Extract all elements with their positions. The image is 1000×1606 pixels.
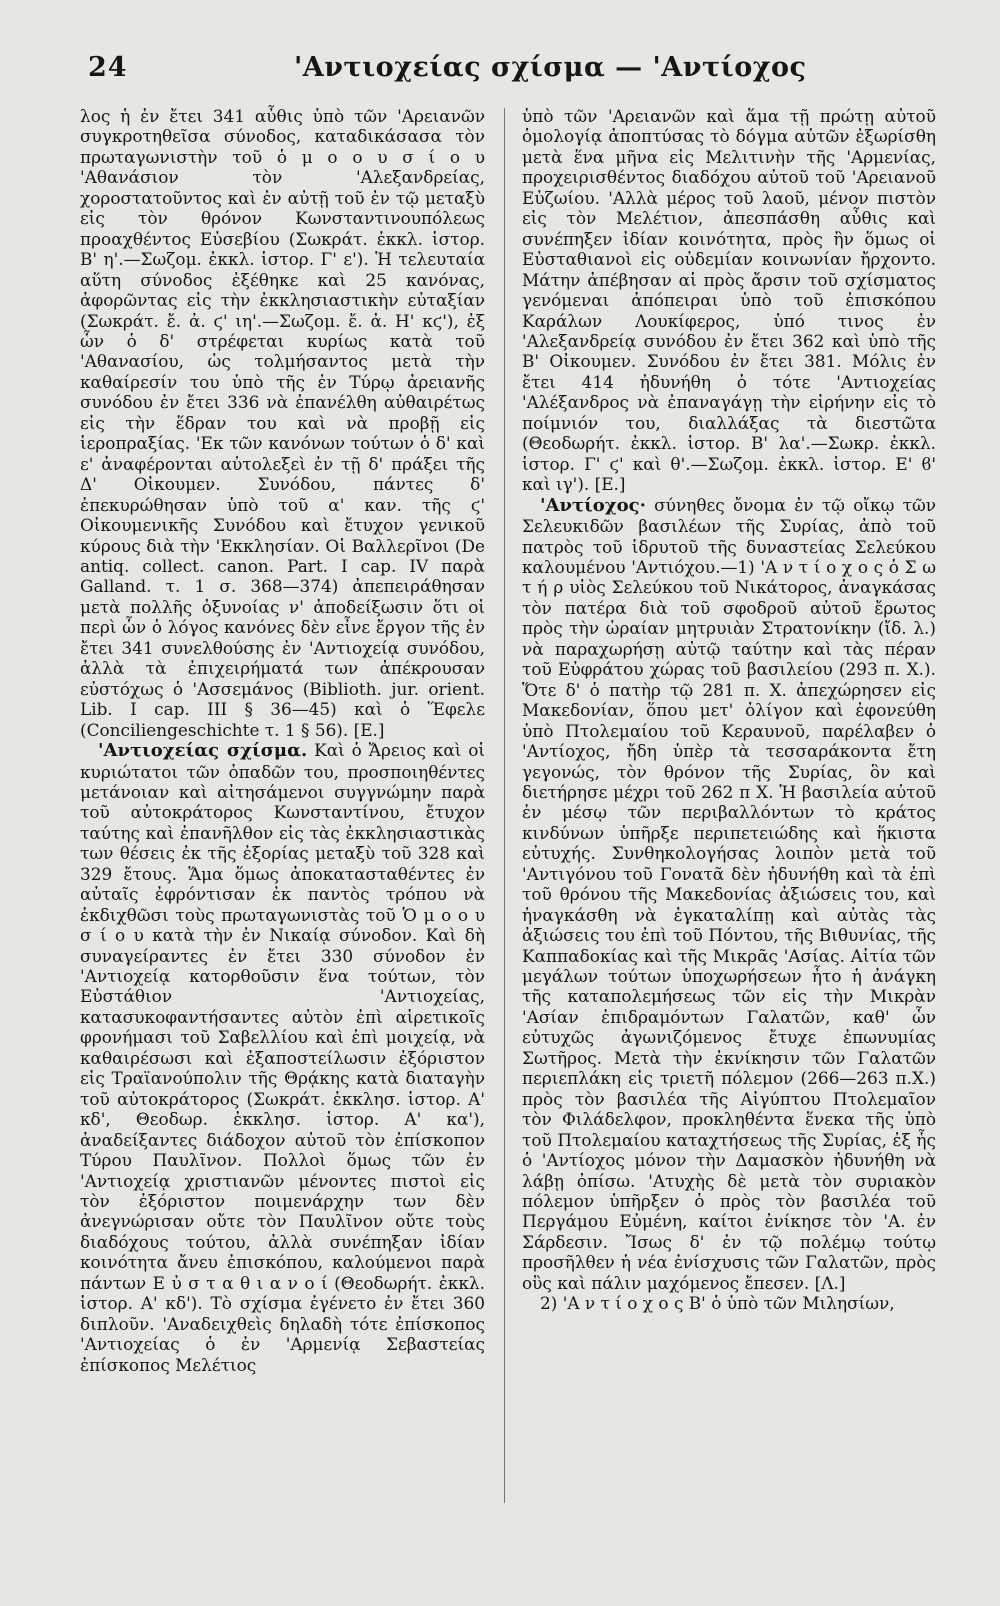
column-divider bbox=[504, 108, 505, 1503]
left-column bbox=[80, 106, 485, 1375]
page-header bbox=[0, 52, 1000, 92]
entry-headword-schism: 'Αντιοχείας σχίσμα. bbox=[98, 740, 308, 762]
running-head: 'Αντιοχείας σχίσμα — 'Αντίοχος bbox=[294, 52, 807, 83]
left-entry-schism bbox=[80, 740, 485, 1375]
page-number: 24 bbox=[88, 52, 128, 83]
right-column bbox=[522, 106, 936, 1314]
right-subentry-antiochos-2: 2) 'Α ν τ ί ο χ ο ς Β' ὁ ὑπὸ τῶν Μιλησίων, bbox=[540, 1293, 895, 1314]
right-paragraph-continuation: ὑπὸ τῶν 'Αρειανῶν καὶ ἅμα τῇ πρώτῃ αὐτοῦ ὁμολογίᾳ ἀποπτύσας τὸ δόγμα αὐτῶν ἐξωρίσθη μετὰ ἕνα μῆνα εἰς Μελιτινὴν τῆς 'Αρμενίας, προχειρισθέντος διαδόχου αὐτοῦ τοῦ 'Αρειανοῦ Εὐζωίου. 'Αλλὰ μέρος τοῦ λαοῦ, μένον πιστὸν εἰς τὸν Μελέτιον, ἀπεσπάσθη αὖθις καὶ συνέπηξεν ἰδίαν κοινότητα, πρὸς ἣν ὅμως οἱ Εὐσταθιανοὶ εἰς οὐδεμίαν κοινωνίαν ἤρχοντο. Μάτην ἀπέβησαν αἱ πρὸς ἄρσιν τοῦ σχίσματος γενόμεναι ἀπόπειραι ὑπὸ τοῦ ἐπισκόπου Καράλων Λουκίφερος, ὑπό τινος ἐν 'Αλεξανδρείᾳ συνόδου ἐν ἔτει 362 καὶ ὑπὸ τῆς Β' Οἰκουμεν. Συνόδου ἐν ἔτει 381. Μόλις ἐν ἔτει 414 ἠδυνήθη ὁ τότε 'Αντιοχείας 'Αλέξανδρος νὰ ἐπαναγάγῃ τὴν εἰρήνην εἰς τὸ ποίμνιόν του, διαλλάξας τὰ διεστῶτα (Θεοδωρήτ. ἐκκλ. ἱστορ. Β' λα'.—Σωκρ. ἐκκλ. ἱστορ. Γ' ϛ' καὶ θ'.—Σωζομ. ἐκκλ. ἱστορ. Ε' ϐ' καὶ ιγ'). [Ε.] bbox=[522, 106, 936, 495]
entry-headword-antiochos: 'Αντίοχος· bbox=[540, 494, 646, 516]
entry-text-schism: Καὶ ὁ Ἄρειος καὶ οἱ κυριώτατοι τῶν ὀπαδῶν του, προσποιηθέντες μετάνοιαν καὶ αἰτησάμενοι συγγνώμην παρὰ τοῦ αὐτοκράτορος Κωνσταντίνου, ἔτυχον ταύτης καὶ ἐπανῆλθον εἰς τὰς ἐκκλησιαστικὰς των θέσεις ἐκ τῆς ἐξορίας μεταξὺ τοῦ 328 καὶ 329 ἔτους. Ἅμα ὅμως ἀποκατασταθέντες ἐν αὐταῖς ἐφρόντισαν ἐκ παντὸς τρόπου νὰ ἐκδιχθῶσι τοὺς πρωταγωνιστὰς τοῦ Ὁ μ ο ο υ σ ί ο υ κατὰ τὴν ἐν Νικαίᾳ σύνοδον. Καὶ δὴ συναγείραντες ἐν ἔτει 330 σύνοδον ἐν 'Αντιοχείᾳ κατορθοῦσιν ἕνα τούτων, τὸν Εὐστάθιον 'Αντιοχείας, κατασυκοφαντήσαντες αὐτὸν ἐπὶ αἱρετικοῖς φρονήμασι τοῦ Σαβελλίου καὶ ἐπὶ μοιχείᾳ, νὰ καθαιρέσωσι καὶ ἐξαποστείλωσιν ἐξόριστον εἰς Τραϊανούπολιν τῆς Θρᾴκης κατὰ διαταγὴν τοῦ αὐτοκράτορος (Σωκράτ. ἐκκλησ. ἱστορ. Α' κδ', Θεοδωρ. ἐκκλησ. ἱστορ. Α' κα'), ἀναδείξαντες διάδοχον αὐτοῦ τὸν ἐπίσκοπον Τύρου Παυλῖνον. Πολλοὶ ὅμως τῶν ἐν 'Αντιοχείᾳ χριστιανῶν μένοντες πιστοὶ εἰς τὸν ἐξόριστον ποιμενάρχην των δὲν ἀνεγνώρισαν οὔτε τὸν Παυλῖνον οὔτε τοὺς διαδόχους τούτου, ἀλλὰ συνέπηξαν ἰδίαν κοινότητα ἄνευ ἐπισκόπου, καλούμενοι παρὰ πάντων Ε ὐ σ τ α θ ι α ν ο ί (Θεοδωρήτ. ἐκκλ. ἱστορ. Α' κδ'). Τὸ σχίσμα ἐγένετο ἐν ἔτει 360 διπλοῦν. 'Αναδειχθεὶς δηλαδὴ τότε ἐπίσκοπος 'Αντιοχείας ὁ ἐν 'Αρμενίᾳ Σεβαστείας ἐπίσκοπος Μελέτιος bbox=[80, 740, 485, 1375]
right-entry-antiochos bbox=[522, 495, 936, 1294]
entry-text-antiochos: σύνηθες ὄνομα ἐν τῷ οἴκῳ τῶν Σελευκιδῶν βασιλέων τῆς Συρίας, ἀπὸ τοῦ πατρὸς τοῦ ἱδρυτοῦ τῆς δυναστείας Σελεύκου καλουμένου 'Αντιόχου.—1) 'Α ν τ ί ο χ ο ς ὁ Σ ω τ ή ρ υἱὸς Σελεύκου τοῦ Νικάτορος, ἀναγκάσας τὸν πατέρα διὰ τοῦ σφοδροῦ αὐτοῦ ἔρωτος πρὸς τὴν ὡραίαν μητρυιὰν Στρατονίκην (ἴδ. λ.) νὰ παραχωρήσῃ αὐτῷ ταύτην καὶ τὰς πέραν τοῦ Εὐφράτου χώρας τοῦ βασιλείου (293 π. Χ.). Ὅτε δ' ὁ πατὴρ τῷ 281 π. Χ. ἀπεχώρησεν εἰς Μακεδονίαν, ὅπου μετ' ὀλίγον καὶ ἐφονεύθη ὑπὸ Πτολεμαίου τοῦ Κεραυνοῦ, παρέλαβεν ὁ 'Αντίοχος, ἤδη ὑπὲρ τὰ τεσσαράκοντα ἔτη γεγονώς, τὸν θρόνον τῆς Συρίας, ὃν καὶ διετήρησε μέχρι τοῦ 262 π Χ. Ἡ βασιλεία αὐτοῦ ἐν μέσῳ τῶν περιβαλλόντων τὸ κράτος κινδύνων ὑπῆρξε περιπετειώδης καὶ ἥκιστα εὐτυχής. Συνθηκολογήσας λοιπὸν μετὰ τοῦ 'Αντιγόνου τοῦ Γονατᾶ δὲν ἠδυνήθη καὶ τὰ ἐπὶ τοῦ θρόνου τῆς Μακεδονίας ἀξιώσεις του, καὶ ἠναγκάσθη νὰ ἐγκαταλίπῃ καὶ αὐτὰς τὰς ἀξιώσεις του ἐπὶ τοῦ Πόντου, τῆς Βιθυνίας, τῆς Καππαδοκίας καὶ τῆς Μικρᾶς 'Ασίας. Αἰτία τῶν μεγάλων τούτων ὑποχωρήσεων ἦτο ἡ ἀνάγκη τῆς καταπολεμήσεως τῶν εἰς τὴν Μικρὰν 'Ασίαν ἐπιδραμόντων Γαλατῶν, καθ' ὧν εὐτυχῶς ἀγωνιζόμενος ἔτυχε ἐπωνυμίας Σωτῆρος. Μετὰ τὴν ἐκνίκησιν τῶν Γαλατῶν περιεπλάκη εἰς τριετῆ πόλεμον (266—263 π.Χ.) πρὸς τὸν βασιλέα τῆς Αἰγύπτου Πτολεμαῖον τὸν Φιλάδελφον, προκληθέντα ἕνεκα τῆς ὑπὸ τοῦ Πτολεμαίου καταχτήσεως τῆς Συρίας, ἐξ ἧς ὁ 'Αντίοχος μόνον τὴν Δαμασκὸν ἠδυνήθη νὰ λάβῃ ὀπίσω. 'Ατυχὴς δὲ μετὰ τὸν συριακὸν πόλεμον ὑπῆρξεν ὁ πρὸς τὸν βασιλέα τοῦ Περγάμου Εὐμένη, καίτοι ἐνίκησε τὸν 'Α. ἐν Σάρδεσιν. Ἴσως δ' ἐν τῷ πολέμῳ τούτῳ προσῆλθεν ἡ νέα ἐνίσχυσις τῶν Γαλατῶν, πρὸς οὓς καὶ πάλιν μαχόμενος ἔπεσεν. [Λ.] bbox=[522, 494, 936, 1293]
left-paragraph-continuation: λος ἡ ἐν ἔτει 341 αὖθις ὑπὸ τῶν 'Αρειανῶν συγκροτηθεῖσα σύνοδος, καταδικάσασα τὸν πρωταγωνιστὴν τοῦ ὁ μ ο ο υ σ ί ο υ 'Αθανάσιον τὸν 'Αλεξανδρείας, χοροστατοῦντος καὶ ἐν αὐτῇ τοῦ ἐν τῷ μεταξὺ εἰς τὸν θρόνον Κωνσταντινουπόλεως προαχθέντος Εὐσεβίου (Σωκράτ. ἐκκλ. ἱστορ. Β' η'.—Σωζομ. ἐκκλ. ἱστορ. Γ' ε'). Ἡ τελευταία αὕτη σύνοδος ἐξέθηκε καὶ 25 κανόνας, ἀφορῶντας εἰς τὴν ἐκκλησιαστικὴν εὐταξίαν (Σωκράτ. ἔ. ἀ. ϛ' ιη'.—Σωζομ. ἔ. ἀ. Η' κϛ'), ἐξ ὧν ὁ δ' στρέφεται κυρίως κατὰ τοῦ 'Αθανασίου, ὡς τολμήσαντος μετὰ τὴν καθαίρεσίν του ὑπὸ τῆς ἐν Τύρῳ ἀρειανῆς συνόδου ἐν ἔτει 336 νὰ ἐπανέλθη αὐθαιρέτως εἰς τὴν ἕδραν του καὶ νὰ προβῇ εἰς ἱεροπραξίας. 'Εκ τῶν κανόνων τούτων ὁ δ' καὶ ε' ἀναφέρονται αὐτολεξεὶ ἐν τῇ δ' πράξει τῆς Δ' Οἰκουμεν. Συνόδου, πάντες δ' ἐπεκυρώθησαν ὑπὸ τοῦ α' καν. τῆς ϛ' Οἰκουμενικῆς Συνόδου καὶ ἔτυχον γενικοῦ κύρους διὰ τὴν 'Εκκλησίαν. Οἱ Βαλλερῖνοι (De antiq. collect. canon. Part. I cap. IV παρὰ Galland. τ. 1 σ. 368—374) ἀπεπειράθησαν μετὰ πολλῆς ὀξυνοίας ν' ἀποδείξωσιν ὅτι οἱ περὶ ὧν ὁ λόγος κανόνες δὲν εἶνε ἔργον τῆς ἐν ἔτει 341 συνελθούσης ἐν 'Αντιοχείᾳ συνόδου, ἀλλὰ τὰ ἐπιχειρήματά των ἀπέκρουσαν εὐστόχως ὁ 'Ασσεμάνος (Biblioth. jur. orient. Lib. I cap. III § 36—45) καὶ ὁ Ἕφελε (Conciliengeschichte τ. 1 § 56). [Ε.] bbox=[80, 106, 485, 740]
